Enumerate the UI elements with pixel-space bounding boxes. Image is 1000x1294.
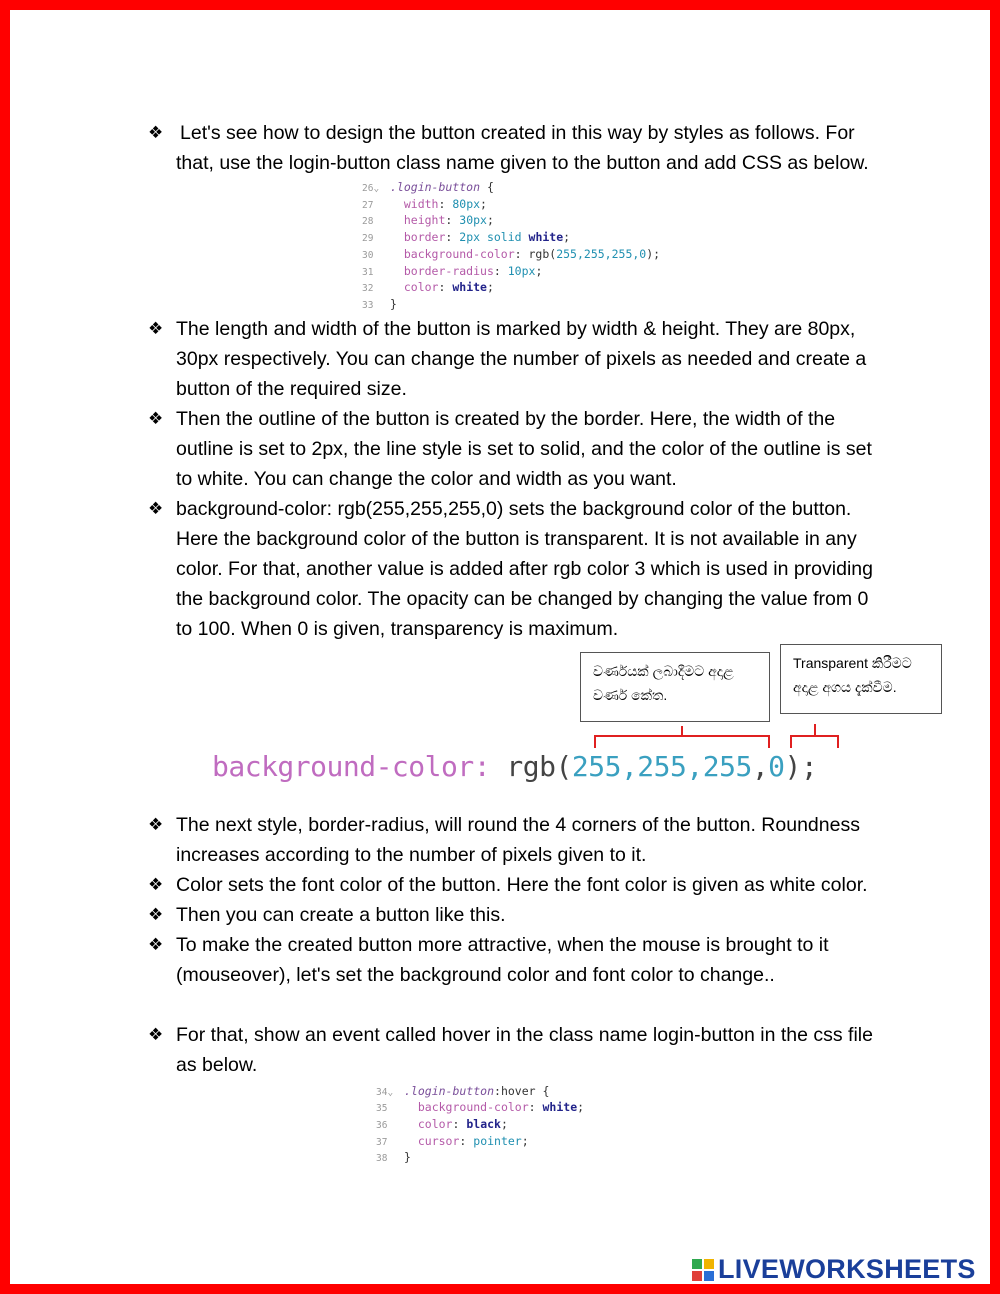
logo-tiles <box>692 1259 714 1281</box>
bullet-text: background-color: rgb(255,255,255,0) sets the background color of the button. Here the background color of the button is transparent. It is not available in any color. For that, another value is added after rgb color 3 which is used in providing the background color. The opacity can be changed by changing the value from 0 to 100. When 0 is given, transparency is maximum. <box>176 497 873 640</box>
code-keyword: white <box>542 1100 578 1115</box>
bullet-icon: ❖ <box>148 408 164 429</box>
bullet-text: Then you can create a button like this. <box>176 903 506 926</box>
code-end: ; <box>563 230 571 245</box>
code-block-login-button <box>362 180 878 314</box>
code-end: ; <box>480 196 487 211</box>
code-property: width <box>403 196 439 211</box>
line-number: 35 <box>376 1103 388 1115</box>
bullet-b-2 <box>148 900 878 930</box>
code-colon: : <box>445 230 460 245</box>
logo-tile <box>692 1271 702 1281</box>
code-indent <box>404 1100 418 1114</box>
bullet-text: The next style, border-radius, will round the 4 corners of the button. Roundness increases according to the number of pixels given to it. <box>176 813 860 866</box>
rgb-brace <box>595 726 769 748</box>
bullet-b-1 <box>148 870 878 900</box>
code-fn: rgb( <box>528 246 557 261</box>
bullet-a-2 <box>148 494 878 644</box>
line-number: 38 <box>376 1153 388 1165</box>
bullet-icon: ❖ <box>148 318 164 339</box>
code-line <box>376 1117 878 1134</box>
hover-paragraph <box>148 1020 878 1080</box>
code-property: background-color <box>417 1100 529 1115</box>
hover-text: For that, show an event called hover in the class name login-button in the css file as below. <box>176 1023 873 1076</box>
code-block-hover <box>376 1084 878 1168</box>
code-colon: : <box>445 213 460 228</box>
code-property: background-color <box>403 246 515 261</box>
code-line <box>362 264 878 281</box>
bullet-icon: ❖ <box>148 874 164 895</box>
alpha-brace <box>791 724 838 748</box>
code-property: height <box>403 213 446 228</box>
line-number: 28 <box>362 216 374 228</box>
code-indent <box>390 280 404 294</box>
bullet-text: To make the created button more attractive, when the mouse is brought to it (mouseover), let's set the background color and font color to change.. <box>176 933 829 986</box>
code-line <box>362 280 878 297</box>
code-colon: : <box>438 280 453 295</box>
code-property: color <box>417 1117 453 1132</box>
code-line <box>362 230 878 247</box>
liveworksheets-logo <box>692 1254 976 1285</box>
code-colon: : <box>438 196 453 211</box>
bullet-a-0 <box>148 314 878 404</box>
code-line <box>376 1150 878 1167</box>
code-space <box>522 230 529 244</box>
code-line <box>376 1084 878 1101</box>
code-end: ; <box>521 1133 529 1148</box>
bullet-icon: ❖ <box>148 904 164 925</box>
code-keyword: white <box>528 230 564 245</box>
code-line <box>376 1100 878 1117</box>
code-value: 80px <box>452 196 481 211</box>
logo-tile <box>692 1259 702 1269</box>
code-text: { <box>480 180 494 194</box>
line-number: 37 <box>376 1136 388 1148</box>
bullet-icon: ❖ <box>148 123 164 143</box>
code-property: cursor <box>417 1133 460 1148</box>
code-line <box>362 213 878 230</box>
transparent-callout: Transparent කිරීමට අදාළ අගය දැක්වීම. <box>780 644 942 714</box>
line-number: 30 <box>362 249 374 261</box>
code-selector: .login-button <box>404 1083 495 1098</box>
code-keyword: white <box>452 280 487 295</box>
annotation-figure <box>148 654 912 804</box>
intro-text: Let's see how to design the button created in this way by styles as follows. For that, use the login-button class name given to the button and add CSS as below. <box>176 122 869 174</box>
code-end: ; <box>500 1117 508 1132</box>
code-colon: : <box>452 1117 467 1132</box>
code-brace: } <box>404 1150 411 1165</box>
intro-paragraph <box>148 118 878 178</box>
code-selector: .login-button <box>390 180 481 194</box>
line-number: 29 <box>362 233 374 245</box>
logo-tile <box>704 1259 714 1269</box>
code-indent <box>390 264 404 278</box>
code-indent <box>390 197 404 211</box>
color-code-callout: වර්ණයක් ලබාදීමට අදාළ වර්ණ කේත. <box>580 652 770 722</box>
line-number: 34⌄ <box>376 1086 394 1098</box>
code-value: pointer <box>473 1133 522 1148</box>
bullet-list-b <box>148 810 878 990</box>
worksheet-content <box>148 118 912 1167</box>
code-property: border-radius <box>403 263 494 278</box>
code-value: 255,255,255,0 <box>556 246 647 261</box>
code-line <box>362 180 878 197</box>
code-line <box>362 297 878 314</box>
bullet-icon: ❖ <box>148 1024 164 1045</box>
bullet-icon: ❖ <box>148 934 164 955</box>
code-end: ; <box>535 263 543 278</box>
background-color-code-zoom: background-color: rgb(255,255,255,0); <box>212 749 818 783</box>
code-indent <box>404 1134 418 1148</box>
line-number: 36 <box>376 1120 388 1132</box>
code-brace: } <box>390 296 397 311</box>
code-line <box>376 1134 878 1151</box>
bullet-text: Then the outline of the button is created by the border. Here, the width of the outline is set to 2px, the line style is set to solid, and the color of the outline is set to white. You can change the color and width as you want. <box>176 407 872 490</box>
code-colon: : <box>459 1133 474 1148</box>
bullet-b-3 <box>148 930 878 990</box>
line-number: 32 <box>362 283 374 295</box>
code-end: ; <box>486 280 494 295</box>
code-indent <box>390 213 404 227</box>
code-text: :hover { <box>494 1083 550 1098</box>
line-number: 27 <box>362 199 374 211</box>
code-line <box>362 247 878 264</box>
code-colon: : <box>493 263 508 278</box>
bullet-b-0 <box>148 810 878 870</box>
code-end: ; <box>486 213 494 228</box>
code-indent <box>390 230 404 244</box>
code-end: ); <box>646 246 661 261</box>
code-line <box>362 197 878 214</box>
bullet-text: The length and width of the button is marked by width & height. They are 80px, 30px respectively. You can change the number of pixels as needed and create a button of the required size. <box>176 317 867 400</box>
code-value: 2px solid <box>459 230 522 245</box>
bullet-a-1 <box>148 404 878 494</box>
code-end: ; <box>577 1100 585 1115</box>
bullet-list-a <box>148 314 878 644</box>
code-property: border <box>403 230 446 245</box>
line-number: 26⌄ <box>362 183 380 194</box>
line-number: 33 <box>362 299 374 311</box>
bullet-icon: ❖ <box>148 498 164 519</box>
code-value: 10px <box>507 263 536 278</box>
code-value: 30px <box>459 213 487 228</box>
code-colon: : <box>514 246 529 261</box>
code-keyword: black <box>466 1117 501 1132</box>
logo-tile <box>704 1271 714 1281</box>
line-number: 31 <box>362 266 374 278</box>
logo-text: LIVEWORKSHEETS <box>718 1254 976 1284</box>
code-colon: : <box>528 1100 543 1115</box>
code-indent <box>404 1117 418 1131</box>
code-indent <box>390 247 404 261</box>
code-property: color <box>403 280 439 295</box>
bullet-icon: ❖ <box>148 814 164 835</box>
bullet-text: Color sets the font color of the button. Here the font color is given as white color. <box>176 873 868 896</box>
